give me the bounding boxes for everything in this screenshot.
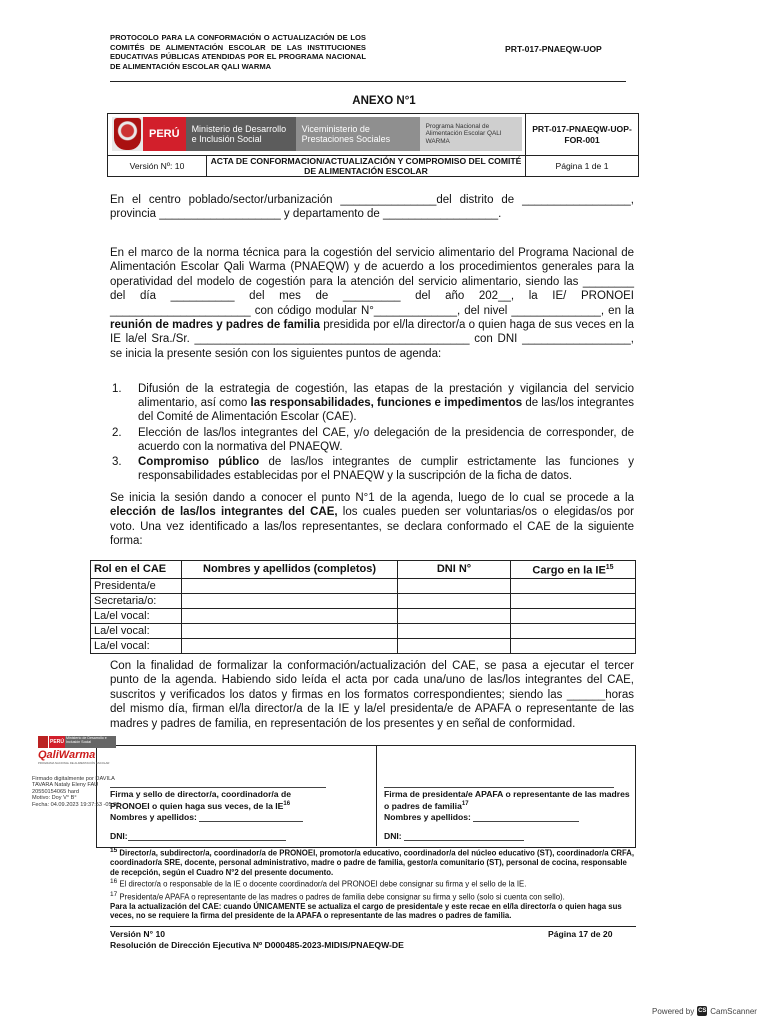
footnote-text: El director/a o responsable de la IE o docente coordinador/a del PRONOEI debe consignar su firma y el sello de la IE.	[119, 879, 527, 889]
agenda-text-post: de las/los integrantes del Comité de Alimentación Escolar (CAE).	[138, 397, 635, 424]
right-signature-title: Firma de presidenta/e APAFA o representante de las madres o padres de familia	[384, 789, 630, 812]
form-page: Página 1 de 1	[526, 156, 639, 177]
right-dni-line	[384, 831, 584, 841]
protocol-code: PRT-017-PNAEQW-UOP	[505, 44, 602, 54]
closing-paragraph: Con la finalidad de formalizar la conformación/actualización del CAE, se pasa a ejecutar el tercer punto de la agenda. Habiendo sido leída el acta por cada una/uno de las/los integrantes del CAE, suscritos y verificados los datos y firmas en los formatos correspondientes; siendo las ______horas del mismo día, firman el/la director/a de la IE y la/el presidenta/e de APAFA o representante de las madres y padres de familia, en representación de los presentes y en señal de conformidad.	[110, 660, 634, 730]
footnote-16	[110, 877, 636, 889]
stamp-ministry-label: Ministerio de Desarrollo e Inclusión Social	[65, 736, 116, 748]
acta-title: ACTA DE CONFORMACION/ACTUALIZACIÓN Y COMPROMISO DEL COMITÉ DE ALIMENTACIÓN ESCOLAR	[207, 156, 526, 177]
table-row	[91, 578, 636, 593]
qaliwarma-subtitle: PROGRAMA NACIONAL DE ALIMENTACIÓN ESCOLAR	[38, 761, 110, 765]
col-header-dni: DNI N°	[398, 561, 511, 579]
dni-cell[interactable]	[398, 608, 511, 623]
left-dni-label: DNI:	[110, 831, 128, 841]
digital-signature-stamp	[38, 736, 116, 765]
footer-version: Versión N° 10	[110, 929, 166, 939]
agenda-text-post: de las/los integrantes de cumplir estrictamente las funciones y responsabilidades establecidas por el PNAEQW y la suscripción de la ficha de datos.	[138, 456, 634, 483]
footer-page-number: Página 17 de 20	[548, 929, 613, 939]
dni-cell[interactable]	[398, 623, 511, 638]
footnote-17	[110, 890, 636, 902]
position-cell[interactable]	[511, 593, 636, 608]
camscanner-watermark	[652, 1006, 757, 1016]
digital-line: TAVARA Nataly Eleny FAU	[32, 782, 99, 789]
agenda-text	[138, 426, 634, 454]
coat-of-arms-icon	[114, 118, 141, 150]
footnote-text: Presidenta/e APAFA o representante de las madres o padres de familia debe consignar su firma y sello (solo si cuenta con sello).	[119, 892, 565, 902]
left-signature-title: Firma y sello de director/a, coordinador/a de PRONOEI o quien haga sus veces, de la IE	[110, 789, 291, 812]
right-names-field[interactable]	[473, 821, 579, 822]
vice-ministry-label: Viceministerio de Prestaciones Sociales	[296, 117, 420, 151]
stamp-peru-label: PERÚ	[49, 736, 65, 748]
left-names-label: Nombres y apellidos:	[110, 811, 197, 822]
agenda-number: 3.	[112, 456, 122, 469]
agenda-text-pre: Difusión de la estrategia de cogestión, las etapas de la prestación y vigilancia del servicio alimentario, así como	[138, 383, 634, 410]
col-header-role: Rol en el CAE	[91, 561, 182, 579]
stamp-banner	[38, 736, 116, 748]
header-divider	[110, 81, 626, 82]
name-cell[interactable]	[182, 608, 398, 623]
agenda-text	[138, 382, 634, 425]
right-signature-caption	[384, 789, 634, 822]
session-text-post: los cuales pueden ser voluntarias/os o elegidas/os por voto. Una vez identificado a las/los representantes, se declara conformado el CAE de la siguiente forma:	[110, 506, 634, 548]
name-cell[interactable]	[182, 623, 398, 638]
peru-label: PERÚ	[143, 117, 186, 151]
camscanner-icon: CS	[698, 1008, 707, 1014]
right-dni-label: DNI:	[384, 831, 402, 841]
government-banner	[112, 117, 522, 151]
update-note: Para la actualización del CAE: cuando ÚNICAMENTE se actualiza el cargo de presidenta/e y este recae en el/la director/a o quien haga sus veces, no se requiere la firma del presidente de la APAFA o representante de las madres o padres de familia.	[110, 901, 622, 921]
position-cell[interactable]	[511, 623, 636, 638]
role-cell: Presidenta/e	[91, 578, 182, 593]
intro-text-2: presidida por el/la director/a o quien haga de sus veces en la IE la/el Sra./Sr. ___________________________________________ con DNI _________________, se inicia la presente sesión con los siguientes puntos de agenda:	[110, 319, 634, 360]
footnote-number: 16	[110, 878, 118, 886]
dni-cell[interactable]	[398, 638, 511, 653]
footer-left	[110, 929, 404, 950]
agenda-text	[138, 455, 634, 483]
footnote-ref-16: 16	[283, 801, 291, 808]
intro-paragraph	[110, 246, 634, 361]
footnote-ref-15: 15	[605, 564, 614, 571]
session-text-pre: Se inicia la sesión dando a conocer el punto N°1 de la agenda, luego de lo cual se procede a la	[110, 492, 634, 504]
table-row	[91, 593, 636, 608]
list-item	[110, 382, 634, 425]
coat-of-arms-icon	[38, 736, 48, 748]
role-cell: La/el vocal:	[91, 608, 182, 623]
footer-resolution: Resolución de Dirección Ejecutiva Nº D000485-2023-MIDIS/PNAEQW-DE	[110, 939, 404, 950]
session-paragraph	[110, 491, 634, 549]
dni-cell[interactable]	[398, 593, 511, 608]
qaliwarma-logo: QaliWarma	[38, 749, 96, 761]
intro-text-1: En el marco de la norma técnica para la cogestión del servicio alimentario del Programa Nacional de Alimentación Escolar Qali Warma (PNAEQW) y de acuerdo a los procedimientos generales para la operatividad del modelo de cogestión para la atención del servicio alimentario, siendo las ________ del día __________ del mes de _________ del año 202__, la IE/ PRONOEI ______________________ con código modular N°_____________, del nivel ______________, en la	[110, 247, 634, 317]
session-text-bold: elección de las/los integrantes del CAE,	[110, 506, 338, 519]
form-header-table	[107, 113, 639, 177]
col-header-names: Nombres y apellidos (completos)	[182, 561, 398, 579]
role-cell: La/el vocal:	[91, 638, 182, 653]
role-cell: Secretaria/o:	[91, 593, 182, 608]
annex-title: ANEXO N°1	[352, 95, 416, 107]
position-cell[interactable]	[511, 608, 636, 623]
digital-line: Motivo: Doy V° B°	[32, 795, 77, 802]
table-row	[91, 623, 636, 638]
right-signature-line[interactable]	[384, 787, 614, 788]
table-row	[91, 608, 636, 623]
col-header-position-label: Cargo en la IE	[532, 564, 606, 577]
position-cell[interactable]	[511, 578, 636, 593]
signature-divider	[376, 745, 377, 846]
left-dni-line	[110, 831, 310, 841]
footnote-text: Director/a, subdirector/a, coordinador/a de PRONOEI, promotor/a educativo, coordinador/a del núcleo educativo (ST), coordinador/a CRFA, coordinador/a SRE, docente, personal administrativo, madre o padre de familia, gestor/a comunitario (ST), personal de cocina, responsable de recepción, según el Cuadro N°2 del presente documento.	[110, 848, 635, 877]
digital-line: 20550154065 hard	[32, 788, 79, 795]
protocol-title: PROTOCOLO PARA LA CONFORMACIÓN O ACTUALIZACIÓN DE LOS COMITÉS DE ALIMENTACIÓN ESCOLAR DE LAS INSTITUCIONES EDUCATIVAS PÚBLICAS ATENDIDAS POR EL PROGRAMA NACIONAL DE ALIMENTACIÓN ESCOLAR QALI WARMA	[110, 33, 366, 71]
list-item	[110, 426, 634, 454]
footnote-15	[110, 846, 636, 877]
form-version: Versión Nº: 10	[108, 156, 207, 177]
footnote-ref-17: 17	[461, 801, 469, 808]
digital-line: Firmado digitalmente por DAVILA	[32, 776, 115, 782]
powered-by-label: Powered by	[652, 1006, 695, 1016]
dni-cell[interactable]	[398, 578, 511, 593]
agenda-text-bold: las responsabilidades, funciones e impedimentos	[250, 397, 523, 410]
agenda-number: 2.	[112, 426, 122, 439]
footnotes	[110, 846, 636, 921]
footnote-number: 17	[110, 890, 118, 898]
name-cell[interactable]	[182, 593, 398, 608]
form-code: PRT-017-PNAEQW-UOP-FOR-001	[526, 114, 639, 156]
program-label: Programa Nacional de Alimentación Escolar QALI WARMA	[420, 117, 522, 151]
agenda-list	[110, 382, 634, 484]
ministry-label: Ministerio de Desarrollo e Inclusión Social	[186, 117, 296, 151]
name-cell[interactable]	[182, 578, 398, 593]
col-header-position	[511, 561, 636, 579]
name-cell[interactable]	[182, 638, 398, 653]
role-cell: La/el vocal:	[91, 623, 182, 638]
list-item	[110, 455, 634, 483]
table-header-row	[91, 561, 636, 579]
location-paragraph: En el centro poblado/sector/urbanización _______________del distrito de _________________, provincia ___________________ y departamento de __________________.	[110, 194, 634, 221]
right-dni-field[interactable]	[404, 840, 524, 841]
footer-divider	[110, 926, 636, 927]
digital-line: Fecha: 04.09.2023 19:37:53 -05:00	[32, 801, 120, 808]
table-row	[91, 638, 636, 653]
agenda-number: 1.	[112, 383, 122, 395]
logo-banner-cell	[108, 114, 526, 156]
camscanner-brand: CamScanner	[710, 1006, 757, 1016]
position-cell[interactable]	[511, 638, 636, 653]
left-names-field[interactable]	[199, 821, 303, 822]
digital-signature-details	[32, 776, 152, 808]
agenda-text-pre: Elección de las/los integrantes del CAE, y/o delegación de la presidencia de corresponder, de acuerdo con la normativa del PNAEQW.	[138, 426, 634, 453]
right-names-label: Nombres y apellidos:	[384, 811, 471, 822]
cae-members-table	[90, 560, 636, 654]
agenda-text-bold: Compromiso público	[138, 456, 260, 469]
footnote-number: 15	[110, 847, 118, 854]
left-dni-field[interactable]	[128, 840, 286, 841]
intro-bold: reunión de madres y padres de familia	[110, 319, 320, 332]
